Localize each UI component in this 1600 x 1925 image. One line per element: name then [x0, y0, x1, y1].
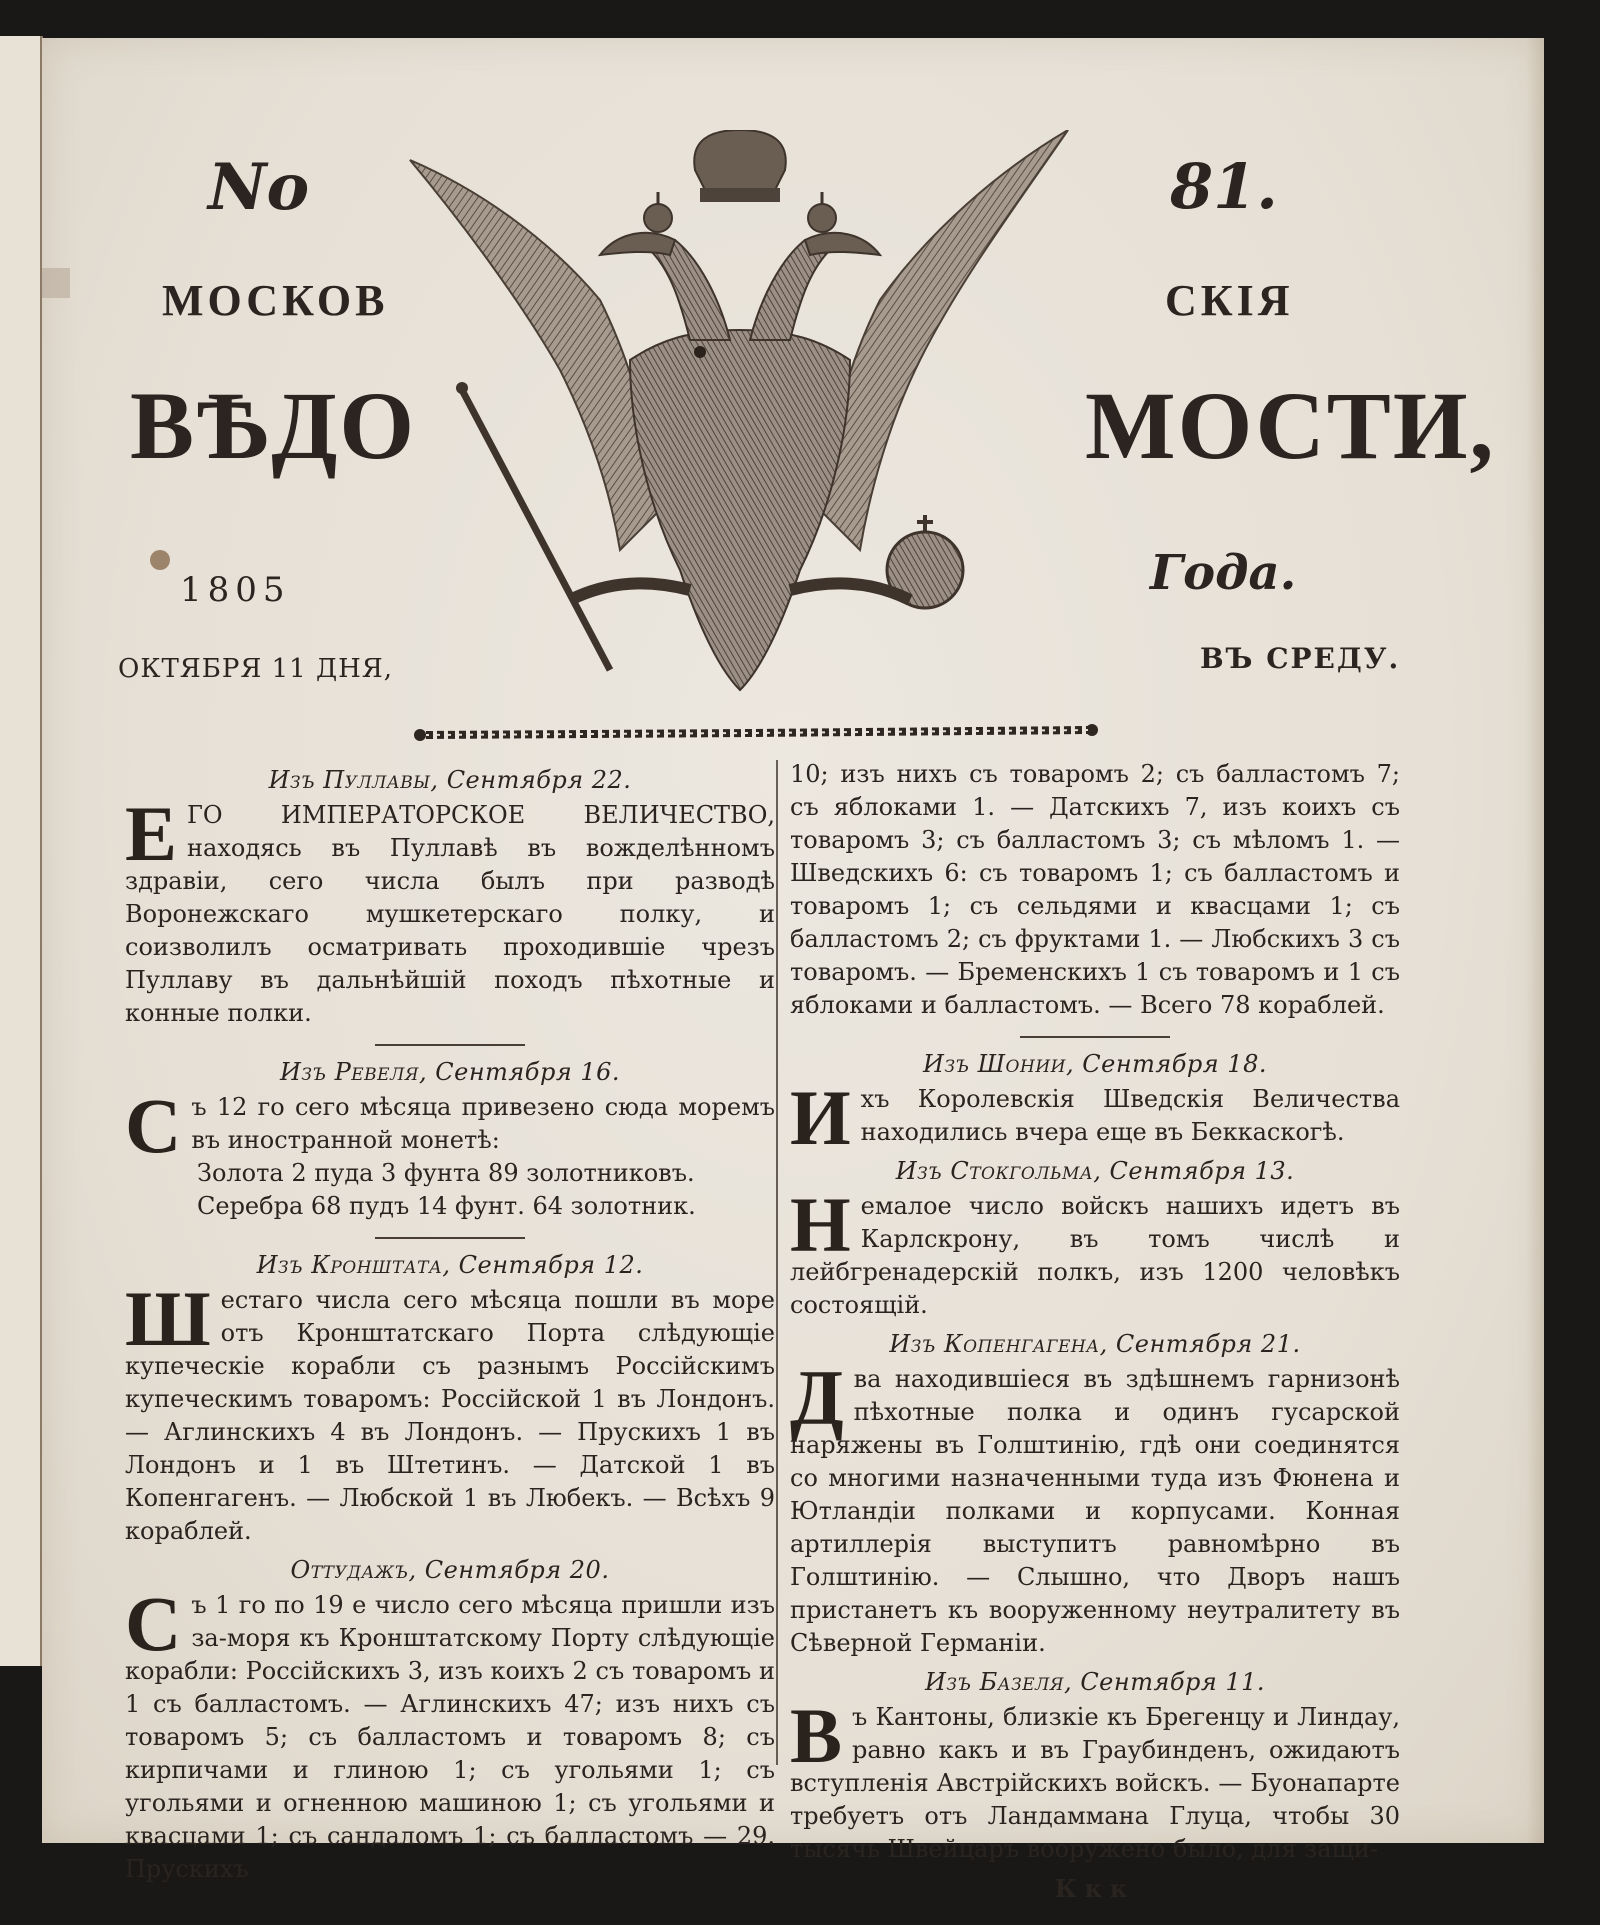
dateline-place: Изъ Шонии	[923, 1050, 1066, 1078]
dateline: Изъ Ревеля, Сентября 16.	[279, 1058, 621, 1086]
ornamental-rule	[412, 722, 1102, 744]
dateline-place: Изъ Копенгагена	[889, 1330, 1100, 1358]
double-headed-eagle-icon	[400, 130, 1100, 710]
dateline-date: Сентября 22.	[446, 766, 632, 794]
article-text: ъ 1 го по 19 е число сего мѣсяца пришли изъ за-моря къ Кронштатскому Порту слѣдующіе корабли: Россійскихъ 3, изъ коихъ 2 съ товаромъ и 1 съ балластомъ. — Аглинскихъ 47; изъ нихъ съ товаромъ 5; съ балластомъ и товаромъ 8; съ кирпичами и глиною 1; съ угольями 1; съ угольями и огненною машиною 1; съ угольями и квасцами 1; съ сандаломъ 1; съ балластомъ — 29. Прускихъ	[125, 1591, 775, 1883]
section-separator	[375, 1044, 525, 1046]
article-ottudazh	[125, 1554, 775, 1886]
article-body	[790, 1692, 1400, 1866]
left-column	[125, 758, 775, 1886]
drop-cap: Д	[790, 1354, 844, 1441]
article-body	[125, 1275, 775, 1548]
gold-amount: Золота 2 пуда 3 фунта 89 золотниковъ.	[197, 1159, 695, 1187]
dateline: Изъ Стокгольма, Сентября 13.	[895, 1157, 1295, 1185]
article-body	[790, 1074, 1400, 1161]
title-top-right: СКІЯ	[1165, 276, 1294, 325]
article-stockholm	[790, 1155, 1400, 1322]
ink-stain	[150, 550, 170, 570]
issue-number: 81.	[1170, 150, 1278, 223]
column-divider	[776, 760, 778, 1765]
article-copenhagen	[790, 1328, 1400, 1660]
article-text: емалое число войскъ нашихъ идетъ въ Карлскрону, въ томъ числѣ и лейбгренадерскій полкъ, изъ 1200 человѣкъ состоящій.	[790, 1192, 1400, 1319]
year-suffix: Года.	[1150, 545, 1297, 601]
drop-cap: Е	[125, 790, 178, 877]
dateline-date: Сентября 21.	[1115, 1330, 1301, 1358]
article-shonii	[790, 1048, 1400, 1161]
dateline-date: Сентября 18.	[1082, 1050, 1267, 1078]
facing-page-edge	[0, 36, 43, 1666]
section-separator	[1020, 1036, 1170, 1038]
printer-signature-mark: Ккк	[1054, 1874, 1136, 1903]
right-column	[790, 758, 1400, 1905]
dateline: Изъ Шонии, Сентября 18.	[923, 1050, 1267, 1078]
article-text: ва находившіеся въ здѣшнемъ гарнизонѣ пѣхотные полка и одинъ гусарской наряжены въ Голштинію, гдѣ они соединятся со многими назначенными туда изъ Фюнена и Ютландіи полками и корпусами. Конная артиллерія выступитъ равномѣрно въ Голштинію. — Слышно, что Дворъ нашъ пристанетъ къ вооруженному неутралитету въ Сѣверной Германіи.	[790, 1365, 1400, 1657]
dateline-place: Изъ Стокгольма	[895, 1157, 1094, 1185]
dateline-date: Сентября 20.	[424, 1556, 610, 1584]
article-body	[790, 1354, 1400, 1660]
article-text: ъ Кантоны, близкіе къ Брегенцу и Линдау, равно какъ и въ Граубинденъ, ожидаютъ вступленія Австрійскихъ войскъ. — Буонапарте требуетъ отъ Ландаммана Глуца, чтобы 30 тысячь Швейцаръ вооружено было, для защи-	[790, 1703, 1400, 1863]
drop-cap: Ш	[125, 1275, 211, 1362]
issue-weekday: ВЪ СРЕДУ.	[1200, 642, 1401, 675]
page-edge-shadow	[1526, 38, 1544, 1843]
title-main-right: МОСТИ,	[1085, 372, 1496, 479]
dateline: Изъ Кронштата, Сентября 12.	[256, 1251, 644, 1279]
issue-date: ОКТЯБРЯ 11 ДНЯ,	[118, 654, 394, 684]
section-separator	[375, 1237, 525, 1239]
article-revel	[125, 1056, 775, 1223]
article-pullavy	[125, 764, 775, 1030]
article-text: естаго числа сего мѣсяца пошли въ море отъ Кронштатскаго Порта слѣдующіе купеческіе корабли съ разнымъ Россійскимъ купеческимъ товаромъ: Россійской 1 въ Лондонъ. — Аглинскихъ 4 въ Лондонъ. — Прускихъ 1 въ Лондонъ и 1 въ Штетинъ. — Датской 1 въ Копенгагенъ. — Любской 1 въ Любекъ. — Всѣхъ 9 кораблей.	[125, 1286, 775, 1545]
dateline: Изъ Копенгагена, Сентября 21.	[889, 1330, 1301, 1358]
dateline-place: Изъ Базеля	[924, 1668, 1065, 1696]
dateline-date: Сентября 16.	[435, 1058, 621, 1086]
dateline-date: Сентября 11.	[1080, 1668, 1266, 1696]
binding-tear	[42, 268, 70, 298]
title-main-left: ВѢДО	[130, 372, 417, 479]
drop-cap: С	[125, 1580, 182, 1667]
dateline: Изъ Базеля, Сентября 11.	[924, 1668, 1266, 1696]
drop-cap: И	[790, 1074, 851, 1161]
article-body	[125, 1082, 775, 1223]
dateline: Изъ Пуллавы, Сентября 22.	[268, 766, 632, 794]
continued-text: 10; изъ нихъ съ товаромъ 2; съ балластомъ 7; съ яблоками 1. — Датскихъ 7, изъ коихъ съ товаромъ 3; съ балластомъ 3; съ мѣломъ 1. — Шведскихъ 6: съ товаромъ 1; съ балластомъ и товаромъ 1; съ сельдями и квасцами 1; съ балластомъ 2; съ фруктами 1. — Любскихъ 3 съ товаромъ. — Бременскихъ 1 съ товаромъ и 1 съ яблоками и балластомъ. — Всего 78 кораблей.	[790, 760, 1400, 1019]
dateline-place: Изъ Кронштата	[256, 1251, 443, 1279]
article-body	[125, 790, 775, 1030]
article-basel	[790, 1666, 1400, 1866]
dateline-place: Оттудажъ	[290, 1556, 409, 1584]
issue-year: 1805	[180, 570, 291, 610]
article-body	[125, 1580, 775, 1886]
article-kronshtat	[125, 1249, 775, 1548]
dateline-date: Сентября 12.	[458, 1251, 644, 1279]
article-text: ъ 12 го сего мѣсяца привезено сюда моремъ въ иностранной монетѣ:	[191, 1093, 775, 1154]
title-top-left: МОСКОВ	[162, 276, 389, 325]
issue-number-prefix: No	[208, 150, 310, 225]
drop-cap: В	[790, 1692, 843, 1779]
drop-cap: С	[125, 1082, 182, 1169]
article-text: ГО ИМПЕРАТОРСКОЕ ВЕЛИЧЕСТВО, находясь въ Пуллавѣ въ вожделѣнномъ здравіи, сего числа былъ при разводѣ Воронежскаго мушкетерскаго полку, и соизволилъ осматривать проходившіе чрезъ Пуллаву въ дальнѣйшій походъ пѣхотные и конные полки.	[125, 801, 775, 1027]
article-text: хъ Королевскія Шведскія Величества находились вчера еще въ Беккаскогѣ.	[860, 1085, 1400, 1146]
article-body	[790, 1181, 1400, 1322]
silver-amount: Серебра 68 пудъ 14 фунт. 64 золотник.	[197, 1192, 696, 1220]
dateline-place: Изъ Ревеля	[279, 1058, 420, 1086]
drop-cap: Н	[790, 1181, 851, 1268]
dateline-date: Сентября 13.	[1109, 1157, 1295, 1185]
dateline: Оттудажъ, Сентября 20.	[290, 1556, 610, 1584]
dateline-place: Изъ Пуллавы	[268, 766, 431, 794]
